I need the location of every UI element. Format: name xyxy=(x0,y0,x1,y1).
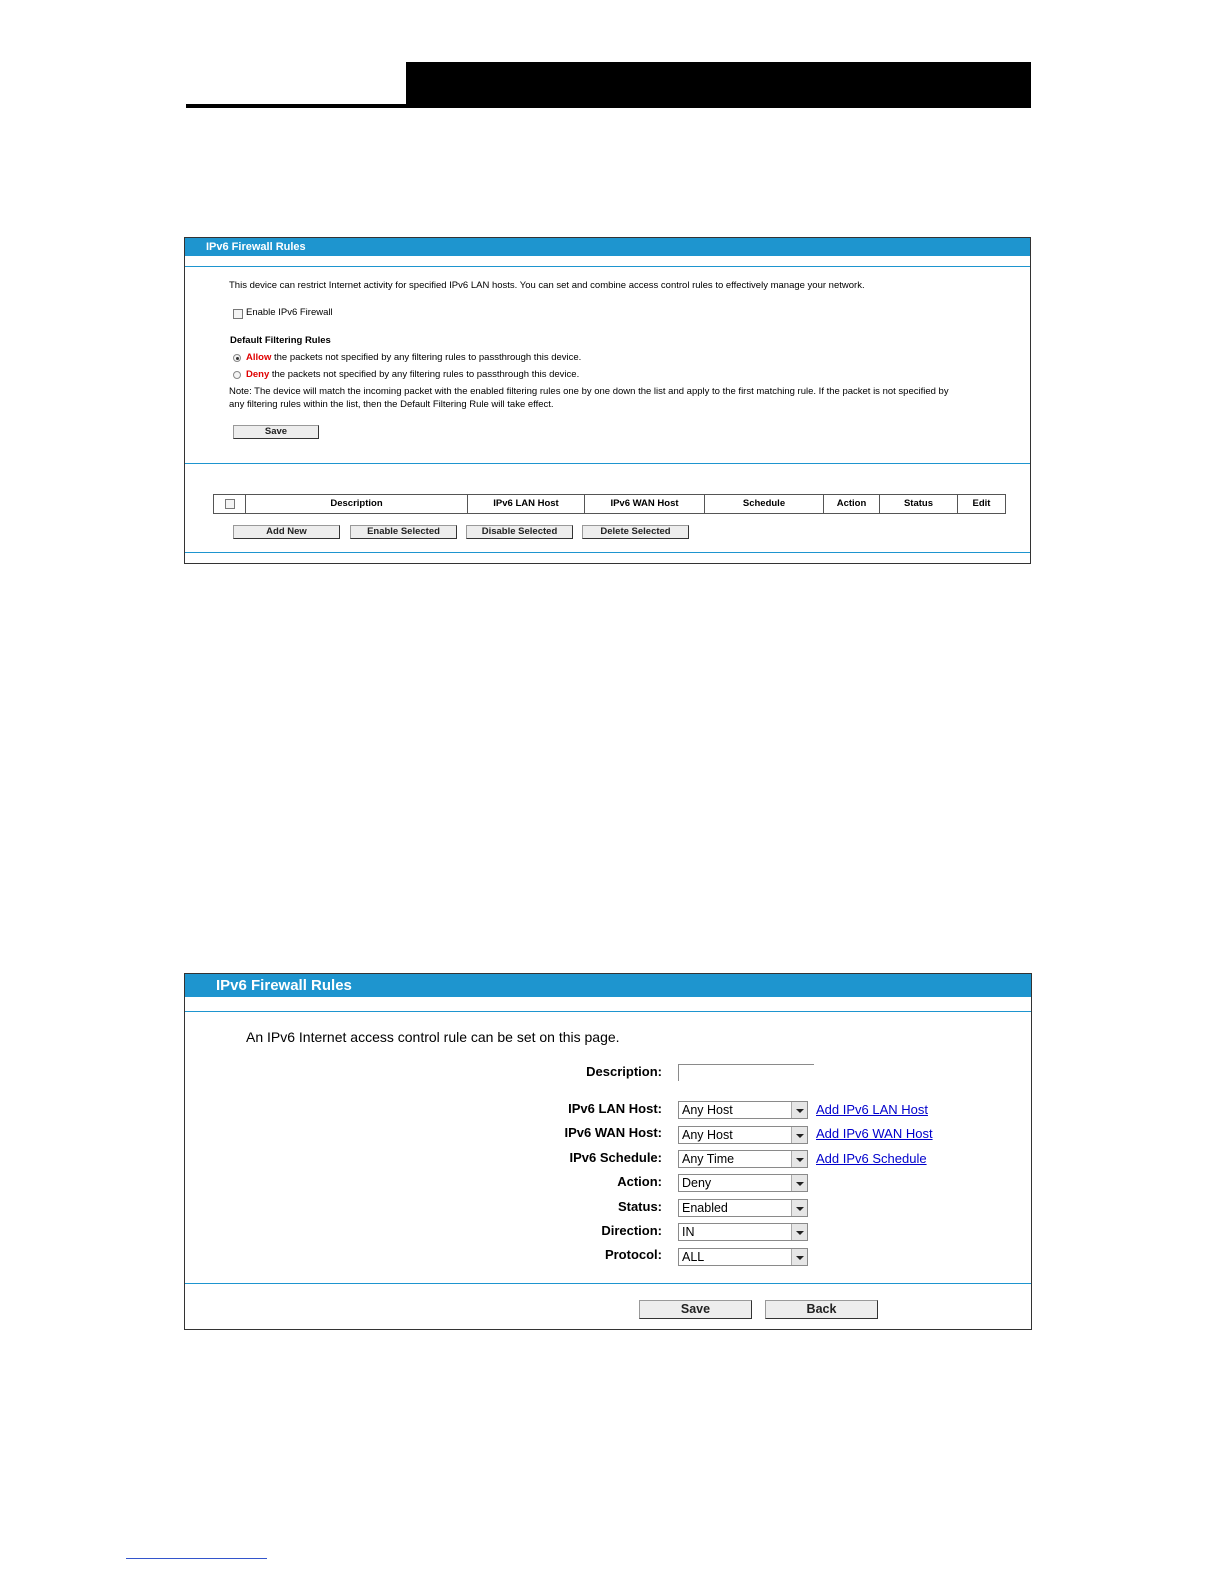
deny-radio[interactable] xyxy=(233,371,241,379)
add-new-button[interactable]: Add New xyxy=(233,525,340,539)
action-label: Action: xyxy=(617,1174,662,1189)
column-header-description: Description xyxy=(246,495,468,513)
schedule-row xyxy=(485,1150,662,1168)
status-value: Enabled xyxy=(682,1201,728,1215)
status-select[interactable] xyxy=(678,1199,808,1217)
lan-host-select[interactable] xyxy=(678,1101,808,1119)
protocol-value: ALL xyxy=(682,1250,705,1264)
note-line-2: any filtering rules within the list, then the Default Filtering Rule will take effect. xyxy=(229,399,554,410)
select-all-checkbox[interactable] xyxy=(225,499,235,509)
divider xyxy=(185,463,1030,464)
default-rules-heading: Default Filtering Rules xyxy=(230,335,331,346)
schedule-select[interactable] xyxy=(678,1150,808,1168)
wan-host-select[interactable] xyxy=(678,1126,808,1144)
description-row xyxy=(485,1064,662,1082)
add-lan-host-link[interactable]: Add IPv6 LAN Host xyxy=(816,1102,928,1117)
divider xyxy=(185,552,1030,553)
intro-text: An IPv6 Internet access control rule can be set on this page. xyxy=(246,1029,620,1045)
footer-rule xyxy=(126,1558,267,1559)
column-header-lan-host: IPv6 LAN Host xyxy=(468,495,585,513)
note-line-1: Note: The device will match the incoming packet with the enabled filtering rules one by one down the list and apply to the first matching rule. If the packet is not specified by xyxy=(229,386,949,397)
page-header-bar xyxy=(406,62,1031,108)
protocol-label: Protocol: xyxy=(604,1247,662,1262)
allow-radio[interactable] xyxy=(233,354,241,362)
back-button[interactable]: Back xyxy=(765,1300,878,1319)
rules-table-header xyxy=(213,494,1006,514)
column-header-edit: Edit xyxy=(972,498,991,509)
divider xyxy=(185,266,1030,267)
wan-host-value: Any Host xyxy=(682,1128,733,1142)
column-header-action: Action xyxy=(824,495,880,513)
protocol-select[interactable] xyxy=(678,1248,808,1266)
action-value: Deny xyxy=(682,1176,712,1190)
direction-label: Direction: xyxy=(601,1223,662,1238)
add-wan-host-link[interactable]: Add IPv6 WAN Host xyxy=(816,1126,933,1141)
description-input[interactable] xyxy=(678,1064,814,1081)
status-row xyxy=(485,1199,662,1217)
intro-text: This device can restrict Internet activity for specified IPv6 LAN hosts. You can set and combine access control rules to effectively manage your network. xyxy=(229,280,865,291)
chevron-down-icon[interactable] xyxy=(791,1175,807,1191)
column-header-wan-host: IPv6 WAN Host xyxy=(585,495,705,513)
firewall-rules-list-panel xyxy=(184,237,1031,564)
action-row xyxy=(485,1174,662,1192)
direction-value: IN xyxy=(682,1225,695,1239)
deny-word: Deny xyxy=(246,369,270,380)
chevron-down-icon[interactable] xyxy=(791,1102,807,1118)
save-button[interactable]: Save xyxy=(639,1300,752,1319)
deny-option-text xyxy=(246,369,579,380)
enable-firewall-label: Enable IPv6 Firewall xyxy=(246,307,333,318)
chevron-down-icon[interactable] xyxy=(791,1224,807,1240)
schedule-value: Any Time xyxy=(682,1152,735,1166)
page-header-rule xyxy=(186,104,406,108)
wan-host-row xyxy=(485,1125,662,1143)
delete-selected-button[interactable]: Delete Selected xyxy=(582,525,689,539)
firewall-rule-edit-panel xyxy=(184,973,1032,1330)
disable-selected-button[interactable]: Disable Selected xyxy=(466,525,573,539)
action-select[interactable] xyxy=(678,1174,808,1192)
status-label: Status: xyxy=(617,1199,662,1214)
description-label: Description: xyxy=(586,1064,662,1079)
wan-host-label: IPv6 WAN Host: xyxy=(564,1125,662,1140)
column-header-status: Status xyxy=(880,495,958,513)
enable-selected-button[interactable]: Enable Selected xyxy=(350,525,457,539)
chevron-down-icon[interactable] xyxy=(791,1249,807,1265)
panel-title: IPv6 Firewall Rules xyxy=(185,974,1031,997)
lan-host-label: IPv6 LAN Host: xyxy=(568,1101,662,1116)
lan-host-row xyxy=(485,1101,662,1119)
lan-host-value: Any Host xyxy=(682,1103,733,1117)
panel-title: IPv6 Firewall Rules xyxy=(185,238,1030,256)
allow-word: Allow xyxy=(246,352,272,363)
chevron-down-icon[interactable] xyxy=(791,1151,807,1167)
divider xyxy=(185,1011,1031,1012)
save-button[interactable]: Save xyxy=(233,425,319,439)
direction-select[interactable] xyxy=(678,1223,808,1241)
add-schedule-link[interactable]: Add IPv6 Schedule xyxy=(816,1151,927,1166)
column-header-schedule: Schedule xyxy=(705,495,824,513)
deny-description: the packets not specified by any filtering rules to passthrough this device. xyxy=(269,369,580,380)
chevron-down-icon[interactable] xyxy=(791,1127,807,1143)
schedule-label: IPv6 Schedule: xyxy=(569,1150,662,1165)
protocol-row xyxy=(485,1247,662,1265)
select-all-cell xyxy=(214,495,246,513)
chevron-down-icon[interactable] xyxy=(791,1200,807,1216)
allow-description: the packets not specified by any filtering rules to passthrough this device. xyxy=(271,352,582,363)
enable-firewall-checkbox[interactable] xyxy=(233,309,243,319)
allow-option-text xyxy=(246,352,581,363)
direction-row xyxy=(485,1223,662,1241)
divider xyxy=(185,1283,1031,1284)
